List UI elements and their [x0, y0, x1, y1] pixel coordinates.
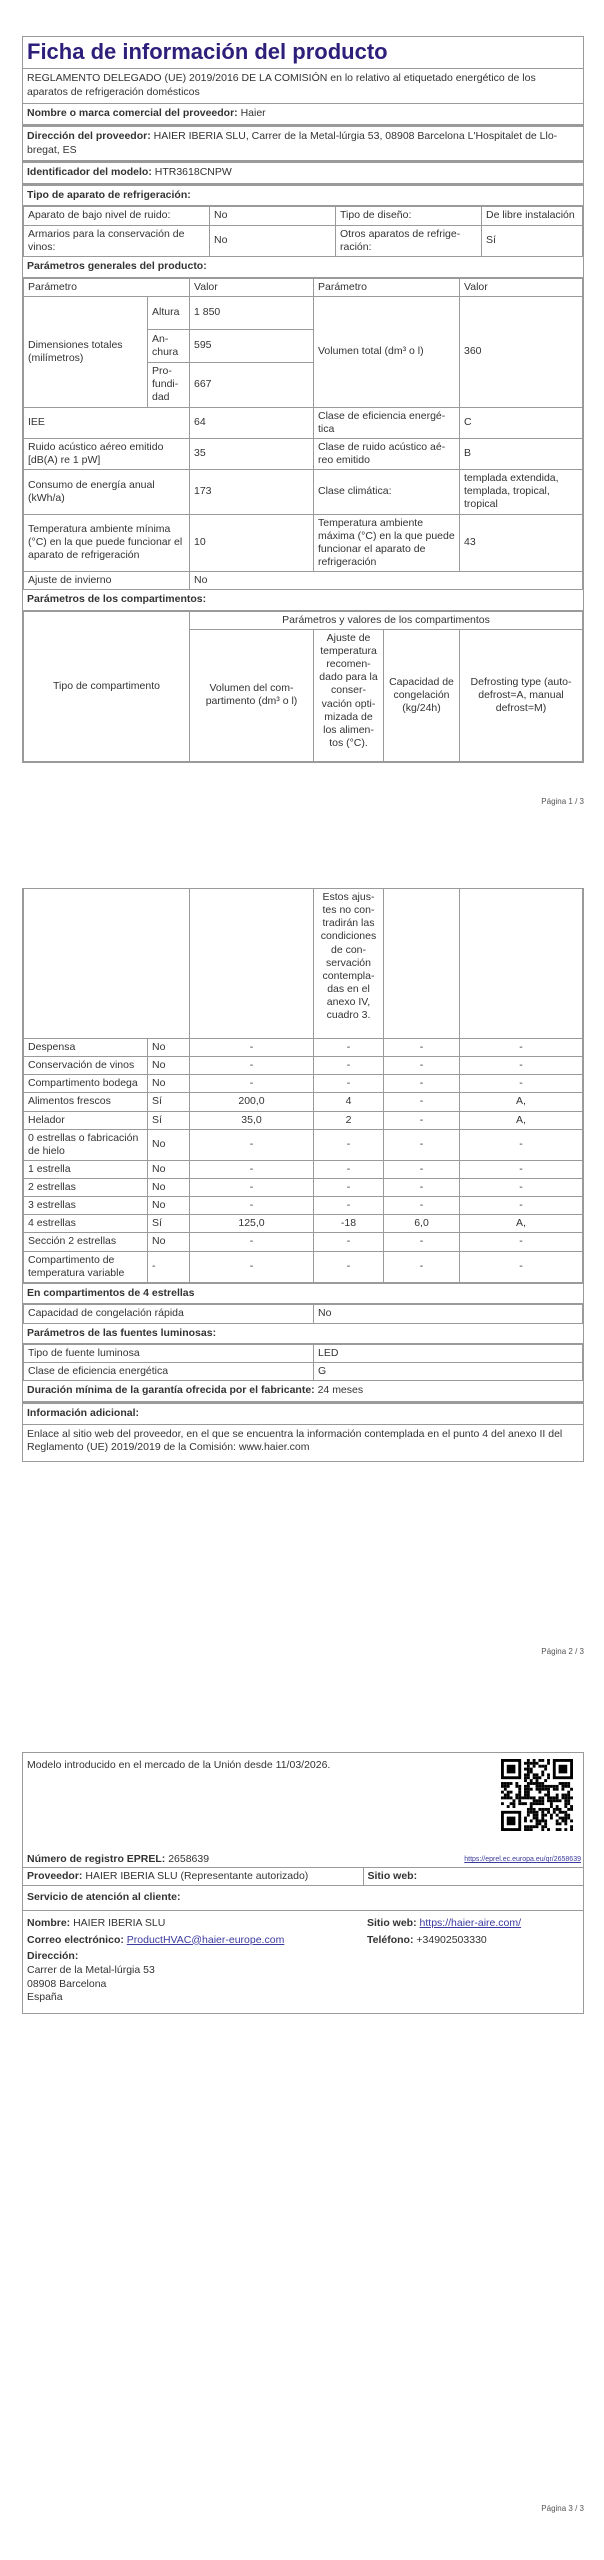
market-date: Modelo introducido en el mercado de la Unión desde 11/03/2026. [27, 1759, 331, 1771]
general-param-row: Temperatura ambiente mínima (°C) en la que puede funcionar el aparato de refrigeración 10 Temperatura ambiente máxima (°C) en la que puede funcionar el aparato de refrigeración 43 [24, 514, 583, 572]
general-params-header: Parámetros generales del producto: [23, 257, 583, 278]
appliance-type-row: Armarios para la conservación de vinos: No Otros aparatos de refrigeración: Sí [24, 225, 583, 256]
svc-address-line: Carrer de la Metal-lúrgia 53 [27, 1964, 155, 1976]
qr-code [501, 1759, 573, 1834]
svc-name: HAIER IBERIA SLU [73, 1916, 166, 1929]
compartment-row: 2 estrellas No - - - - [24, 1179, 583, 1197]
svc-phone: +34902503330 [416, 1933, 487, 1946]
volume-label: Volumen total (dm³ o l) [314, 296, 460, 407]
customer-service-header: Servicio de atención al cliente: [23, 1886, 583, 1911]
additional-info-header: Información adicional: [23, 1403, 583, 1425]
general-param-row: Ruido acústico aéreo emitido [dB(A) re 1 pW] 35 Clase de ruido acústico aéreo emitido B [24, 438, 583, 469]
svc-address-line: 08908 Barcelona [27, 1977, 107, 1990]
regulation-text: REGLAMENTO DELEGADO (UE) 2019/2016 DE LA COMISIÓN en lo relativo al etiquetado energético de los aparatos de refrigeración domésticos [23, 68, 583, 104]
compartment-row: 4 estrellas Sí 125,0 -18 6,0 A, [24, 1215, 583, 1233]
svc-website-link[interactable]: https://haier-aire.com/ [419, 1916, 522, 1929]
page-title: Ficha de información del producto [27, 39, 388, 64]
compartment-table [23, 888, 583, 1283]
compartment-head-table-p1 [23, 611, 583, 762]
page-2 [22, 888, 584, 1462]
compartment-row: Compartimento de temperatura variable - - - - - [24, 1251, 583, 1282]
light-type-value: LED [314, 1345, 583, 1363]
general-param-row: Consumo de energía anual (kWh/a) 173 Clase climática: templada extendida, templada, tropical, tropical [24, 470, 583, 514]
page-number-3: Página 3 / 3 [541, 2504, 584, 2513]
light-class-value: G [314, 1363, 583, 1381]
compartment-params-header: Parámetros de los compartimentos: [23, 590, 583, 611]
fast-freeze-table: Capacidad de congelación rápida No [23, 1304, 583, 1323]
supplier-address-row: Dirección del proveedor: HAIER IBERIA SLU, Carrer de la Metal-lúrgia 53, 08908 Barcelona L'Hospitalet de Llobregat, ES [23, 126, 583, 162]
compartment-row: Helador Sí 35,0 2 - A, [24, 1111, 583, 1129]
page3-frame [22, 1752, 584, 2014]
customer-service-block: Nombre: HAIER IBERIA SLU Sitio web: https://haier-aire.com/ Correo electrónico: ProductHVAC@haier-europe.com Teléfono: +34902503330 Dirección: Carrer de la Metal-lúrgia 53 08908 Barcelona España [23, 1911, 583, 2013]
svc-address-line: España [27, 1991, 63, 2004]
compartment-row: Sección 2 estrellas No - - - - [24, 1233, 583, 1251]
dimension-row: Dimensiones totales (milímetros) Altura 1 850 Volumen total (dm³ o l) 360 [24, 296, 583, 329]
general-param-row: IEE 64 Clase de eficiencia energética C [24, 407, 583, 438]
page-number-2: Página 2 / 3 [541, 1647, 584, 1656]
dimension-row: Anchura 595 [24, 329, 583, 362]
supplier-name-row: Nombre o marca comercial del proveedor: Haier [23, 104, 583, 126]
page-1 [22, 36, 584, 763]
page-3 [22, 1752, 584, 2014]
volume-value: 360 [460, 296, 583, 407]
supplier-name: Haier [240, 107, 266, 120]
compartment-row: 3 estrellas No - - - - [24, 1197, 583, 1215]
compartment-head-continued [24, 889, 583, 1039]
fast-freeze-value: No [314, 1305, 583, 1323]
compartment-defrost-head: Defrosting type (auto-defrost=A, manual defrost=M) [460, 629, 583, 761]
general-params-head-row: Parámetro Valor Parámetro Valor [24, 278, 583, 296]
light-source-header: Parámetros de las fuentes luminosas: [23, 1324, 583, 1345]
appliance-type-header: Tipo de aparato de refrigeración: [23, 185, 583, 207]
compartment-temp-head: Ajuste de temperatura recomendado para la conservación optimizada de los alimentos (°C). [314, 629, 384, 761]
eprel-link[interactable]: https://eprel.ec.europa.eu/qr/2658639 [464, 1856, 581, 1863]
light-source-table: Tipo de fuente luminosa LED Clase de eficiencia energética G [23, 1344, 583, 1381]
svc-email-link[interactable]: ProductHVAC@haier-europe.com [126, 1933, 285, 1946]
supplier-table: Proveedor: HAIER IBERIA SLU (Representante autorizado) Sitio web: [23, 1867, 583, 1886]
compartment-volume-head: Volumen del compartimento (dm³ o l) [190, 629, 314, 761]
warranty-row: Duración mínima de la garantía ofrecida por el fabricante: 24 meses [23, 1381, 583, 1403]
compartment-capacity-head: Capacidad de congelación (kg/24h) [384, 629, 460, 761]
compartment-row: Conservación de vinos No - - - - [24, 1057, 583, 1075]
compartment-row: 1 estrella No - - - - [24, 1160, 583, 1178]
page2-frame [22, 888, 584, 1462]
page-number-1: Página 1 / 3 [541, 797, 584, 806]
dimension-row: Profundidad 667 [24, 362, 583, 407]
appliance-type-row: Aparato de bajo nivel de ruido: No Tipo de diseño: De libre instalación [24, 207, 583, 225]
additional-info-text: Enlace al sitio web del proveedor, en el que se encuentra la información contemplada en el punto 4 del anexo II del Reglamento (UE) 2019/2019 de la Comisión: www.haier.com [27, 1427, 563, 1454]
compartment-type-head: Tipo de compartimento [24, 611, 190, 761]
compartment-temp-head-cont: Estos ajustes no contradirán las condiciones de conservación contempladas en el anexo IV, cuadro 3. [314, 889, 384, 1039]
general-params-table [23, 278, 583, 591]
supplier-address: HAIER IBERIA SLU, Carrer de la Metal-lúrgia 53, 08908 Barcelona L'Hospitalet de Llobregat, ES [27, 129, 558, 156]
winter-setting-row: Ajuste de invierno No [24, 572, 583, 590]
compartment-row: Despensa No - - - - [24, 1039, 583, 1057]
compartment-group-head: Parámetros y valores de los compartimentos [190, 611, 583, 629]
product-sheet-frame [22, 36, 584, 763]
model-id: HTR3618CNPW [154, 166, 232, 179]
compartment-row: Compartimento bodega No - - - - [24, 1075, 583, 1093]
dimensions-label: Dimensiones totales (milímetros) [24, 296, 148, 407]
p3-supplier: HAIER IBERIA SLU (Representante autorizado) [85, 1870, 309, 1882]
model-row: Identificador del modelo: HTR3618CNPW [23, 162, 583, 185]
qr-code-image [501, 1759, 573, 1831]
market-info-block: Modelo introducido en el mercado de la Unión desde 11/03/2026. Número de registro EPREL: 2658639 https://eprel.ec.europa.eu/qr/2658639 [27, 1759, 581, 1865]
warranty-value: 24 meses [317, 1384, 364, 1397]
eprel-number: 2658639 [168, 1853, 210, 1865]
compartment-row: Alimentos frescos Sí 200,0 4 - A, [24, 1093, 583, 1111]
appliance-type-table [23, 206, 583, 256]
four-star-header: En compartimentos de 4 estrellas [23, 1283, 583, 1305]
compartment-row: 0 estrellas o fabricación de hielo No - - - - [24, 1129, 583, 1160]
